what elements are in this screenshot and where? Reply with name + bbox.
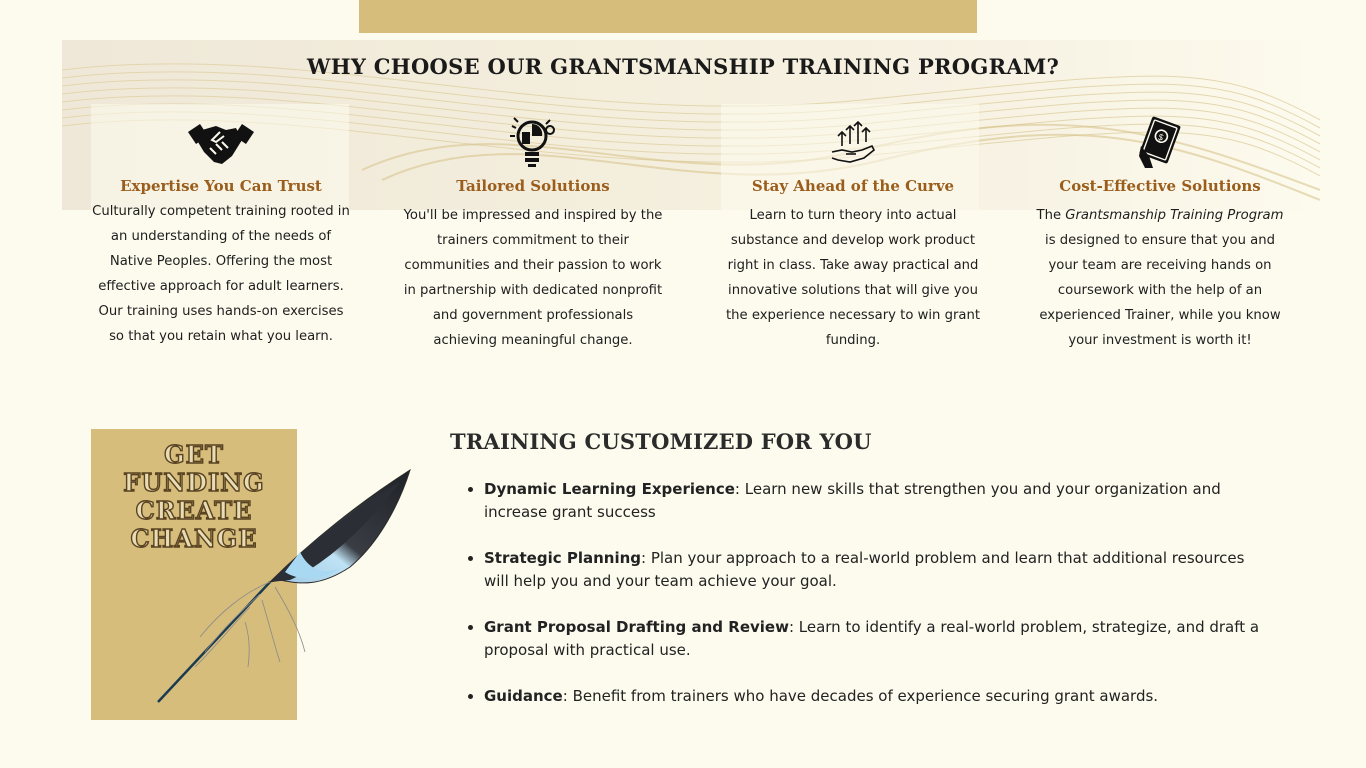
handshake-icon xyxy=(91,116,351,170)
list-item-text: : Learn new skills that strengthen you and your organization and increase grant success xyxy=(484,480,1221,521)
money-hand-icon xyxy=(1030,116,1290,170)
feather-quill-icon xyxy=(150,462,420,716)
list-item-label: Strategic Planning xyxy=(484,549,642,567)
list-item xyxy=(484,616,1264,662)
lightbulb-puzzle-icon xyxy=(403,116,663,170)
feature-title: Expertise You Can Trust xyxy=(120,177,322,195)
poster-line: FUNDING xyxy=(123,468,265,497)
list-item xyxy=(484,478,1264,524)
list-item-label: Grant Proposal Drafting and Review xyxy=(484,618,789,636)
feature-title: Cost-Effective Solutions xyxy=(1059,177,1261,195)
feature-description-text: The xyxy=(1036,208,1066,223)
page-title: WHY CHOOSE OUR GRANTSMANSHIP TRAINING PROGRAM? xyxy=(306,54,1060,79)
list-item-text: : Benefit from trainers who have decades of experience securing grant awards. xyxy=(562,687,1159,705)
feature-description xyxy=(1030,203,1290,353)
list-item-text: : Learn to identify a real-world problem, strategize, and draft a proposal with practical use. xyxy=(484,618,1260,659)
feature-stay-ahead xyxy=(723,116,983,353)
list-item-label: Dynamic Learning Experience xyxy=(484,480,735,498)
training-section-title: TRAINING CUSTOMIZED FOR YOU xyxy=(450,429,872,454)
feature-title: Stay Ahead of the Curve xyxy=(751,177,955,195)
poster-line: CREATE xyxy=(135,496,253,525)
feature-description-text: is designed to ensure that you and your team are receiving hands on coursework with the help of an experienced Trainer, while you know your investment is worth it! xyxy=(1039,233,1281,348)
feature-description: You'll be impressed and inspired by the trainers commitment to their communities and their passion to work in partnership with dedicated nonprofit and government professionals achieving meaningful change. xyxy=(403,208,663,348)
training-list xyxy=(466,478,1264,731)
feature-title: Tailored Solutions xyxy=(456,177,610,195)
list-item xyxy=(484,547,1264,593)
poster-line: GET xyxy=(164,440,224,469)
top-accent-bar xyxy=(359,0,977,33)
poster-line: CHANGE xyxy=(130,524,258,553)
feature-expertise xyxy=(91,116,351,349)
feature-description: Learn to turn theory into actual substance and develop work product right in class. Take away practical and innovative solutions that will give you the experience necessary to win grant funding. xyxy=(725,208,981,348)
list-item-text: : Plan your approach to a real-world problem and learn that additional resources will help you and your team achieve your goal. xyxy=(484,549,1245,590)
hand-arrows-growth-icon xyxy=(723,116,983,170)
list-item-label: Guidance xyxy=(484,687,563,705)
feature-tailored xyxy=(403,116,663,353)
program-name: Grantsmanship Training Program xyxy=(1065,208,1284,223)
list-item xyxy=(484,685,1264,708)
feature-description: Culturally competent training rooted in an understanding of the needs of Native Peoples. Offering the most effective approach for adult learners. Our training uses hands-on exercises so that you retain what you learn. xyxy=(92,204,350,344)
feature-cost-effective xyxy=(1030,116,1290,353)
svg-text:$: $ xyxy=(1156,132,1166,144)
